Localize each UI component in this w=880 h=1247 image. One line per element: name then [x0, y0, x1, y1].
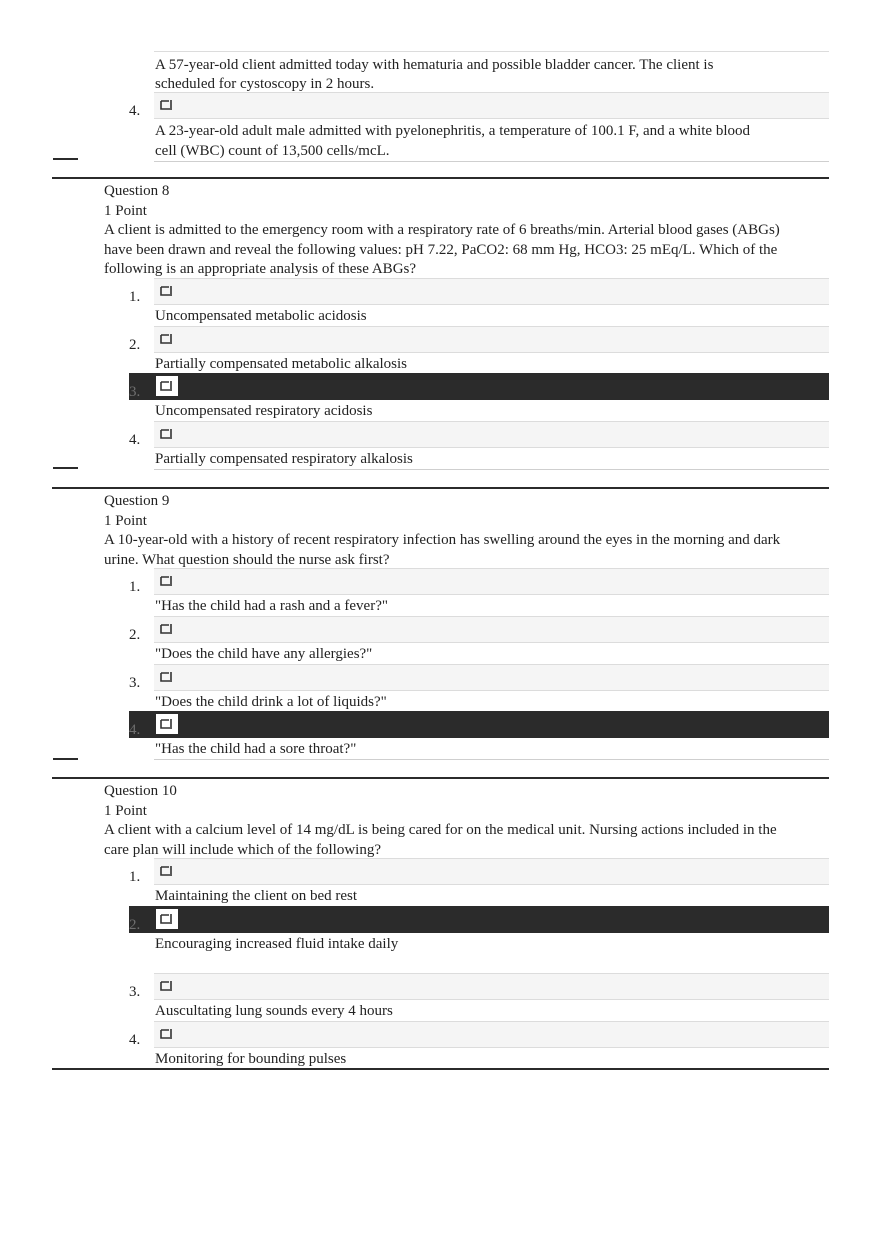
- answer-option-selected[interactable]: [129, 906, 829, 972]
- option-text-line: A 23-year-old adult male admitted with pyelonephritis, a temperature of 100.1 F, and a white blood: [155, 123, 751, 139]
- radio-button-icon[interactable]: [156, 667, 178, 687]
- option-bar-selected[interactable]: [129, 906, 829, 933]
- option-number: 2.: [129, 917, 141, 933]
- answer-option[interactable]: [129, 278, 829, 327]
- option-text: Encouraging increased fluid intake daily: [155, 936, 399, 952]
- option-number: 4.: [129, 432, 141, 448]
- option-number: 3.: [129, 984, 141, 1000]
- radio-button-icon[interactable]: [156, 619, 178, 639]
- question-prompt-line: urine. What question should the nurse ask first?: [104, 551, 390, 568]
- option-text: [155, 56, 835, 94]
- option-text: "Does the child drink a lot of liquids?": [155, 694, 387, 710]
- divider: [154, 161, 829, 162]
- option-text: Partially compensated metabolic alkalosis: [155, 356, 408, 372]
- section-marker: [53, 158, 78, 160]
- option-text: "Does the child have any allergies?": [155, 646, 373, 662]
- option-bar[interactable]: [154, 568, 829, 595]
- option-text: Maintaining the client on bed rest: [155, 888, 358, 904]
- radio-button-icon[interactable]: [156, 281, 178, 301]
- option-bar[interactable]: [154, 92, 829, 119]
- answer-option[interactable]: [129, 326, 829, 375]
- option-number: 3.: [129, 384, 141, 400]
- option-text-line: A 57-year-old client admitted today with hematuria and possible bladder cancer. The client is: [155, 57, 714, 73]
- answer-option-selected[interactable]: [129, 711, 829, 760]
- option-bar[interactable]: [154, 973, 829, 1000]
- question-divider: [52, 1068, 829, 1070]
- question-divider: [52, 777, 829, 779]
- option-text-line: cell (WBC) count of 13,500 cells/mcL.: [155, 143, 390, 159]
- question-prompt-line: A client is admitted to the emergency room with a respiratory rate of 6 breaths/min. Arterial blood gases (ABGs): [104, 222, 780, 238]
- radio-button-icon[interactable]: [156, 976, 178, 996]
- question-divider: [52, 487, 829, 489]
- option-bar-selected[interactable]: [129, 711, 829, 738]
- answer-option[interactable]: [129, 858, 829, 907]
- radio-button-icon[interactable]: [156, 714, 178, 734]
- answer-option[interactable]: [129, 616, 829, 665]
- answer-option-selected[interactable]: [129, 373, 829, 422]
- option-number: 1.: [129, 289, 141, 305]
- question-prompt-line: following is an appropriate analysis of these ABGs?: [104, 261, 417, 277]
- radio-button-icon[interactable]: [156, 424, 178, 444]
- question-prompt-line: care plan will include which of the following?: [104, 841, 381, 858]
- radio-button-icon[interactable]: [156, 329, 178, 349]
- option-number: 1.: [129, 869, 141, 885]
- option-text: Auscultating lung sounds every 4 hours: [155, 1003, 393, 1019]
- question-prompt-line: have been drawn and reveal the following values: pH 7.22, PaCO2: 68 mm Hg, HCO3: 25 mEq/L. Which of the: [104, 241, 778, 258]
- question-prompt-line: A 10-year-old with a history of recent respiratory infection has swelling around the eyes in the morning and dark: [104, 532, 781, 548]
- option-text: Uncompensated metabolic acidosis: [155, 308, 367, 324]
- option-text: "Has the child had a sore throat?": [155, 741, 357, 757]
- option-bar[interactable]: [154, 616, 829, 643]
- radio-button-icon[interactable]: [156, 376, 178, 396]
- radio-button-icon[interactable]: [156, 909, 178, 929]
- answer-option[interactable]: [129, 421, 829, 470]
- option-number: 4.: [129, 1032, 141, 1048]
- divider: [154, 759, 829, 760]
- answer-option[interactable]: [129, 568, 829, 617]
- option-bar[interactable]: [154, 421, 829, 448]
- radio-button-icon[interactable]: [156, 95, 178, 115]
- option-text: [155, 121, 750, 161]
- option-bar-selected[interactable]: [129, 373, 829, 400]
- question-prompt-line: A client with a calcium level of 14 mg/dL is being cared for on the medical unit. Nursing actions included in the: [104, 822, 777, 838]
- question-header: [104, 782, 824, 860]
- question-points: 1 Point: [104, 202, 147, 219]
- answer-option[interactable]: [129, 92, 829, 162]
- section-marker: [53, 467, 78, 469]
- answer-option[interactable]: [129, 664, 829, 713]
- option-text: Partially compensated respiratory alkalosis: [155, 451, 413, 467]
- option-number: 1.: [129, 579, 141, 595]
- section-marker: [53, 758, 78, 760]
- question-points: 1 Point: [104, 802, 147, 819]
- question-title: Question 10: [104, 783, 177, 799]
- option-text: "Has the child had a rash and a fever?": [155, 598, 388, 614]
- option-bar[interactable]: [154, 1021, 829, 1048]
- option-number: 2.: [129, 337, 141, 353]
- option-text: Uncompensated respiratory acidosis: [155, 403, 373, 419]
- question-divider: [52, 177, 829, 179]
- option-bar[interactable]: [154, 858, 829, 885]
- option-bar[interactable]: [154, 664, 829, 691]
- question-header: [104, 182, 824, 280]
- radio-button-icon[interactable]: [156, 571, 178, 591]
- question-header: [104, 492, 824, 570]
- question-title: Question 8: [104, 183, 170, 199]
- answer-option[interactable]: [129, 973, 829, 1022]
- option-number: 4.: [129, 722, 141, 738]
- option-text-line: scheduled for cystoscopy in 2 hours.: [155, 76, 375, 92]
- option-text: Monitoring for bounding pulses: [155, 1051, 347, 1067]
- option-number: 4.: [129, 103, 141, 119]
- option-number: 3.: [129, 675, 141, 691]
- question-title: Question 9: [104, 493, 170, 509]
- option-number: 2.: [129, 627, 141, 643]
- divider: [154, 469, 829, 470]
- divider: [154, 51, 829, 52]
- option-bar[interactable]: [154, 326, 829, 353]
- option-bar[interactable]: [154, 278, 829, 305]
- question-points: 1 Point: [104, 512, 147, 529]
- answer-option[interactable]: [129, 1021, 829, 1070]
- radio-button-icon[interactable]: [156, 1024, 178, 1044]
- radio-button-icon[interactable]: [156, 861, 178, 881]
